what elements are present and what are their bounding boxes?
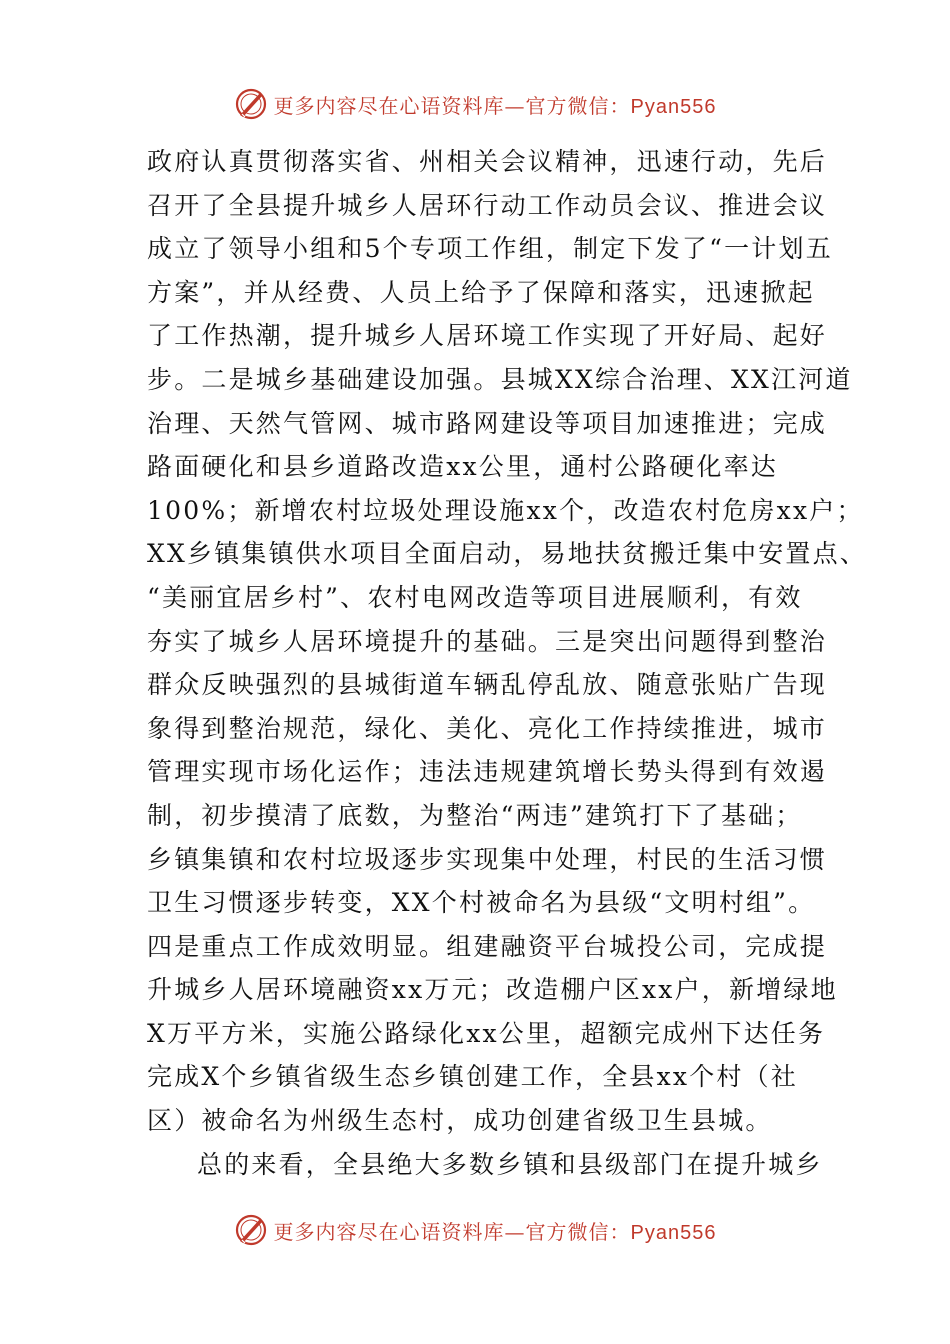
text-line: 升城乡人居环境融资xx万元；改造棚户区xx户，新增绿地: [147, 975, 838, 1005]
text-line: 象得到整治规范，绿化、美化、亮化工作持续推进，城市: [147, 713, 828, 743]
text-line: 了工作热潮，提升城乡人居环境工作实现了开好局、起好: [147, 321, 828, 351]
watermark-official-label: 官方微信：: [525, 93, 631, 118]
watermark-text: [274, 90, 717, 119]
text-line: XX乡镇集镇供水项目全面启动，易地扶贫搬迁集中安置点、: [147, 539, 867, 569]
text-line: 乡镇集镇和农村垃圾逐步实现集中处理，村民的生活习惯: [147, 844, 828, 874]
text-line: 路面硬化和县乡道路改造xx公里，通村公路硬化率达: [147, 452, 779, 482]
watermark-separator: —: [504, 1219, 526, 1244]
quill-pen-seal-icon: [234, 87, 268, 121]
text-line: 100%；新增农村垃圾处理设施xx个，改造农村危房xx户；: [147, 495, 864, 525]
watermark-wechat-id: Pyan556: [630, 95, 717, 118]
text-line: 治理、天然气管网、城市路网建设等项目加速推进；完成: [147, 408, 828, 438]
quill-pen-seal-icon: [234, 1213, 268, 1247]
text-line: X万平方米，实施公路绿化xx公里，超额完成州下达任务: [147, 1018, 826, 1048]
text-line: 完成X个乡镇省级生态乡镇创建工作，全县xx个村（社: [147, 1062, 798, 1092]
body-paragraph: [147, 140, 867, 1186]
text-line-indented: 总的来看，全县绝大多数乡镇和县级部门在提升城乡: [197, 1149, 823, 1179]
text-line: 夯实了城乡人居环境提升的基础。三是突出问题得到整治: [147, 626, 828, 656]
watermark-site-name: 更多内容尽在心语资料库: [273, 93, 505, 118]
text-line: 政府认真贯彻落实省、州相关会议精神，迅速行动，先后: [147, 147, 828, 176]
header-watermark-banner: [0, 84, 950, 124]
watermark-separator: —: [504, 93, 526, 118]
text-line: 制，初步摸清了底数，为整治“两违”建筑打下了基础；: [147, 800, 803, 830]
text-line: 四是重点工作成效明显。组建融资平台城投公司，完成提: [147, 931, 828, 961]
watermark-official-label: 官方微信：: [525, 1219, 631, 1244]
text-line: 召开了全县提升城乡人居环行动工作动员会议、推进会议: [147, 190, 828, 220]
text-line: “美丽宜居乡村”、农村电网改造等项目进展顺利，有效: [147, 582, 803, 612]
watermark-wechat-id: Pyan556: [630, 1221, 717, 1244]
text-line: 步。二是城乡基础建设加强。县城XX综合治理、XX江河道: [147, 364, 853, 394]
text-line: 群众反映强烈的县城街道车辆乱停乱放、随意张贴广告现: [147, 670, 828, 700]
text-line: 成立了领导小组和5个专项工作组，制定下发了“一计划五: [147, 234, 833, 264]
watermark-site-name: 更多内容尽在心语资料库: [273, 1219, 505, 1244]
text-line: 管理实现市场化运作；违法违规建筑增长势头得到有效遏: [147, 757, 828, 787]
text-line: 方案”，并从经费、人员上给予了保障和落实，迅速掀起: [147, 277, 815, 307]
watermark-text: [274, 1216, 717, 1245]
footer-watermark-banner: [0, 1210, 950, 1250]
text-line: 区）被命名为州级生态村，成功创建省级卫生县城。: [147, 1106, 773, 1136]
text-line: 卫生习惯逐步转变，XX个村被命名为县级“文明村组”。: [147, 888, 816, 918]
